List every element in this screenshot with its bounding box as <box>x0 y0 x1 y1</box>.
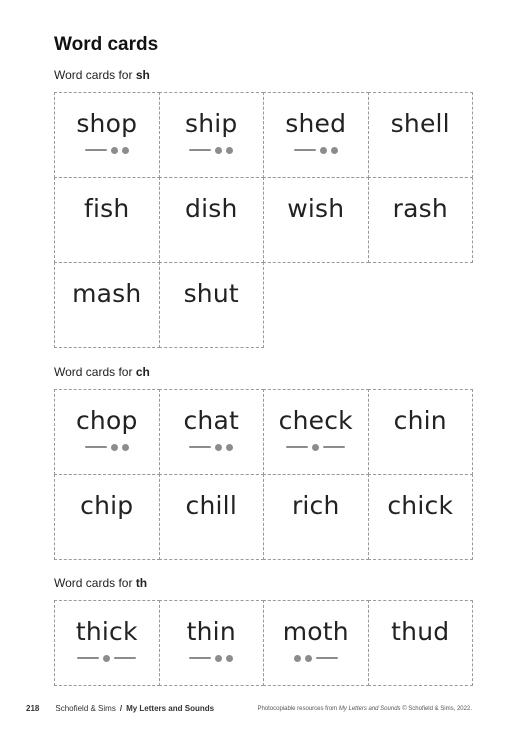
phoneme-marks <box>75 653 138 663</box>
digraph-dash <box>294 149 316 151</box>
word-card <box>263 177 369 263</box>
copyright-book: My Letters and Sounds <box>338 706 401 712</box>
card-word: chill <box>185 491 237 520</box>
card-word: shop <box>76 109 138 138</box>
sound-dot <box>320 147 327 154</box>
footer-copyright <box>257 706 472 712</box>
phoneme-marks <box>292 653 340 663</box>
card-word: shell <box>390 109 450 138</box>
page-title: Word cards <box>54 34 159 55</box>
sound-dot <box>103 655 110 662</box>
word-card <box>159 92 265 178</box>
card-word: shed <box>285 109 347 138</box>
card-word: chop <box>75 406 138 435</box>
digraph-dash <box>286 446 308 448</box>
word-card <box>159 389 265 475</box>
publisher: Schofield & Sims <box>55 704 116 713</box>
digraph-dash <box>323 446 345 448</box>
sound-dot <box>122 147 129 154</box>
card-word: dish <box>185 194 238 223</box>
word-card <box>54 177 160 263</box>
card-word: mash <box>72 279 142 308</box>
word-card <box>54 262 160 348</box>
sound-dot <box>226 444 233 451</box>
digraph-dash <box>316 657 338 659</box>
card-word: chip <box>80 491 134 520</box>
sound-dot <box>111 147 118 154</box>
section-label-prefix: Word cards for <box>54 365 136 379</box>
sound-dot <box>294 655 301 662</box>
card-word: chick <box>387 491 454 520</box>
word-card <box>54 92 160 178</box>
card-word: wish <box>287 194 345 223</box>
section-label-sound: ch <box>135 365 150 379</box>
sound-dot <box>331 147 338 154</box>
sound-dot <box>226 655 233 662</box>
card-word: ship <box>185 109 238 138</box>
word-card <box>54 600 160 686</box>
word-card <box>368 92 474 178</box>
footer-left <box>26 704 214 713</box>
word-card <box>159 262 265 348</box>
card-grid-sh <box>54 92 472 347</box>
book-title: My Letters and Sounds <box>126 704 215 713</box>
sound-dot <box>312 444 319 451</box>
card-word: thud <box>391 617 450 646</box>
digraph-dash <box>114 657 136 659</box>
card-word: fish <box>84 194 130 223</box>
phoneme-marks <box>83 145 131 155</box>
digraph-dash <box>189 446 211 448</box>
card-word: rich <box>291 491 340 520</box>
sound-dot <box>226 147 233 154</box>
word-card <box>368 389 474 475</box>
word-card <box>159 600 265 686</box>
word-card <box>263 474 369 560</box>
card-word: moth <box>282 617 349 646</box>
digraph-dash <box>85 149 107 151</box>
phoneme-marks <box>292 145 340 155</box>
section-label-prefix: Word cards for <box>54 68 136 82</box>
sound-dot <box>215 655 222 662</box>
sound-dot <box>215 444 222 451</box>
copyright-prefix: Photocopiable resources from <box>257 706 339 712</box>
digraph-dash <box>189 657 211 659</box>
word-card <box>159 474 265 560</box>
card-grid-ch <box>54 389 472 559</box>
word-card <box>368 600 474 686</box>
copyright-suffix: © Schofield & Sims, 2022. <box>400 706 472 712</box>
word-card <box>159 177 265 263</box>
word-card <box>263 600 369 686</box>
sound-dot <box>111 444 118 451</box>
card-word: thin <box>186 617 236 646</box>
card-word: rash <box>392 194 448 223</box>
section-label-sound: th <box>135 576 148 590</box>
page-number: 218 <box>26 704 40 713</box>
card-word: chat <box>183 406 239 435</box>
sound-dot <box>215 147 222 154</box>
word-card <box>54 389 160 475</box>
digraph-dash <box>77 657 99 659</box>
word-card <box>368 177 474 263</box>
phoneme-marks <box>187 145 235 155</box>
card-word: check <box>278 406 353 435</box>
phoneme-marks <box>187 442 235 452</box>
card-word: chin <box>393 406 447 435</box>
phoneme-marks <box>187 653 235 663</box>
sound-dot <box>122 444 129 451</box>
section-label-sound: sh <box>135 68 150 82</box>
section-label-sh <box>54 68 150 82</box>
section-label-prefix: Word cards for <box>54 576 136 590</box>
section-label-th <box>54 576 147 590</box>
digraph-dash <box>189 149 211 151</box>
card-word: thick <box>75 617 138 646</box>
phoneme-marks <box>83 442 131 452</box>
word-card <box>368 474 474 560</box>
section-label-ch <box>54 365 150 379</box>
card-grid-th <box>54 600 472 685</box>
digraph-dash <box>85 446 107 448</box>
word-card <box>54 474 160 560</box>
phoneme-marks <box>284 442 347 452</box>
footer-separator: / <box>119 704 123 713</box>
word-card <box>263 92 369 178</box>
sound-dot <box>305 655 312 662</box>
word-card <box>263 389 369 475</box>
card-word: shut <box>183 279 239 308</box>
